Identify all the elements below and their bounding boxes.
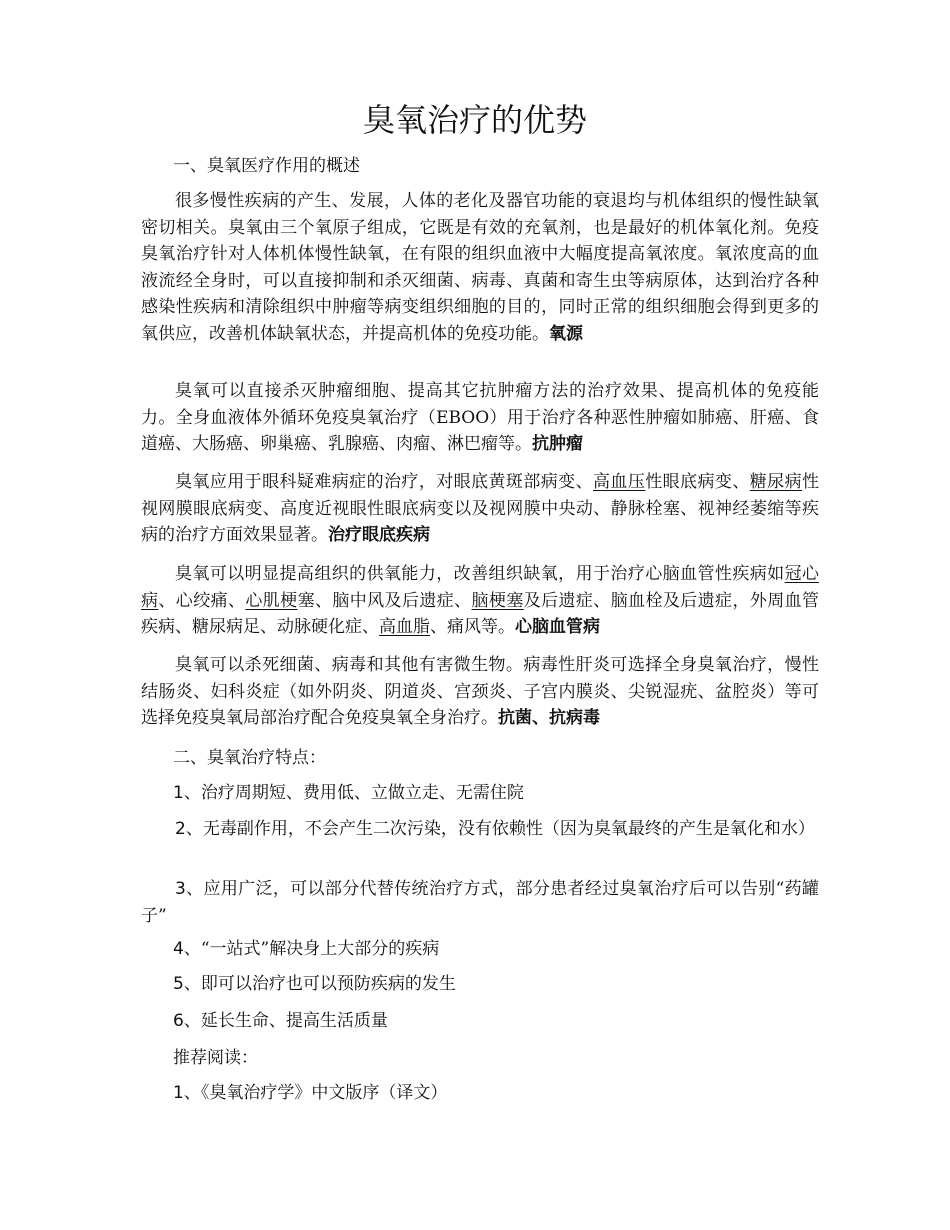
link-coronary[interactable]: 冠心病 — [141, 564, 820, 611]
reading-number: 1 — [173, 1083, 184, 1103]
feature-item-3 — [141, 876, 819, 929]
link-hyperlipidemia[interactable]: 高血脂 — [379, 617, 430, 637]
feature-item-5 — [173, 972, 456, 996]
paragraph-text: 臭氧可以直接杀灭肿瘤细胞、提高其它抗肿瘤方法的治疗效果、提高机体的免疫能力。全身血液体外循环免疫臭氧治疗（EBOO）用于治疗各种恶性肿瘤如肺癌、肝癌、食道癌、大肠癌、卵巢癌、乳腺癌、肉瘤、淋巴瘤等。 — [141, 381, 819, 454]
reading-heading: 推荐阅读： — [173, 1048, 258, 1068]
link-myocardial[interactable]: 心肌梗 — [245, 590, 298, 611]
feature-number: 6 — [173, 1011, 184, 1031]
section1-heading: 一、臭氧医疗作用的概述 — [173, 156, 360, 176]
link-cerebral-infarction[interactable]: 脑梗塞 — [471, 590, 524, 611]
feature-item-6 — [173, 1009, 388, 1033]
feature-number: 2 — [175, 819, 186, 839]
paragraph-overview — [141, 188, 819, 347]
feature-item-2 — [141, 816, 819, 843]
paragraph-text: 、痛风等。 — [430, 617, 515, 637]
paragraph-text: 、心绞痛、 — [158, 590, 246, 611]
feature-number: 5 — [173, 974, 184, 994]
paragraph-text: 性视网膜眼底病变、高度近视眼性眼底病变以及视网膜中央动、静脉栓塞、视神经萎缩等疾病的治疗方面效果显著。 — [141, 472, 820, 545]
feature-number: 4 — [173, 939, 184, 959]
link-diabetes[interactable]: 糖尿病 — [749, 472, 803, 492]
reading-text: 、《臭氧治疗学》中文版序（译文） — [183, 1083, 448, 1103]
paragraph-tag: 氧源 — [549, 323, 583, 344]
paragraph-tag: 心脑血管病 — [515, 617, 600, 637]
feature-number: 1 — [173, 783, 184, 803]
paragraph-text: 臭氧可以杀死细菌、病毒和其他有害微生物。病毒性肝炎可选择全身臭氧治疗，慢性结肠炎、妇科炎症（如外阴炎、阴道炎、宫颈炎、子宫内膜炎、尖锐湿疣、盆腔炎）等可选择免疫臭氧局部治疗配合免疫臭氧全身治疗。 — [141, 655, 819, 728]
link-hypertension[interactable]: 高血压 — [593, 472, 646, 492]
paragraph-text: 及后遗症、脑血栓及后遗症，外周血管疾病、糖尿病足、动脉硬化症、 — [141, 590, 820, 637]
paragraph-text: 臭氧可以明显提高组织的供氧能力，改善组织缺氧，用于治疗心脑血管性疾病如 — [175, 564, 785, 584]
section2-heading: 二、臭氧治疗特点： — [173, 748, 326, 768]
paragraph-text: 臭氧应用于眼科疑难病症的治疗，对眼底黄斑部病变、 — [175, 472, 593, 492]
paragraph-text: 很多慢性疾病的产生、发展，人体的老化及器官功能的衰退均与机体组织的慢性缺氧密切相关。臭氧由三个氧原子组成，它既是有效的充氧剂，也是最好的机体氧化剂。免疫臭氧治疗针对人体机体慢性缺氧，在有限的组织血液中大幅度提高氧浓度。氧浓度高的血液流经全身时，可以直接抑制和杀灭细菌、病毒、真菌和寄生虫等病原体，达到治疗各种感染性疾病和清除组织中肿瘤等病变组织细胞的目的，同时正常的组织细胞会得到更多的氧供应，改善机体缺氧状态，并提高机体的免疫功能。 — [141, 191, 819, 344]
feature-item-1 — [173, 781, 524, 805]
paragraph-cardio — [141, 561, 819, 641]
paragraph-tag: 抗肿瘤 — [532, 434, 583, 454]
paragraph-tag: 治疗眼底疾病 — [328, 525, 430, 545]
feature-text: 、治疗周期短、费用低、立做立走、无需住院 — [183, 783, 524, 803]
paragraph-fundus — [141, 469, 819, 549]
feature-text: 、延长生命、提高生活质量 — [183, 1011, 388, 1031]
feature-text: 、无毒副作用，不会产生二次污染，没有依赖性（因为臭氧最终的产生是氧化和水） — [185, 819, 815, 839]
paragraph-text: 塞、脑中风及后遗症、 — [297, 590, 472, 611]
feature-text: 、应用广泛，可以部分代替传统治疗方式，部分患者经过臭氧治疗后可以告别“药罐子” — [141, 879, 819, 926]
reading-item-1[interactable] — [173, 1081, 447, 1105]
paragraph-text: 性眼底病变、 — [645, 472, 750, 492]
feature-number: 3 — [175, 879, 186, 899]
feature-item-4 — [173, 937, 439, 961]
paragraph-tag: 抗菌、抗病毒 — [498, 708, 600, 728]
paragraph-antibacterial — [141, 652, 819, 732]
feature-text: 、“一站式”解决身上大部分的疾病 — [183, 939, 440, 959]
document-title: 臭氧治疗的优势 — [362, 101, 587, 139]
feature-text: 、即可以治疗也可以预防疾病的发生 — [183, 974, 456, 994]
paragraph-anti-tumor — [141, 378, 819, 458]
